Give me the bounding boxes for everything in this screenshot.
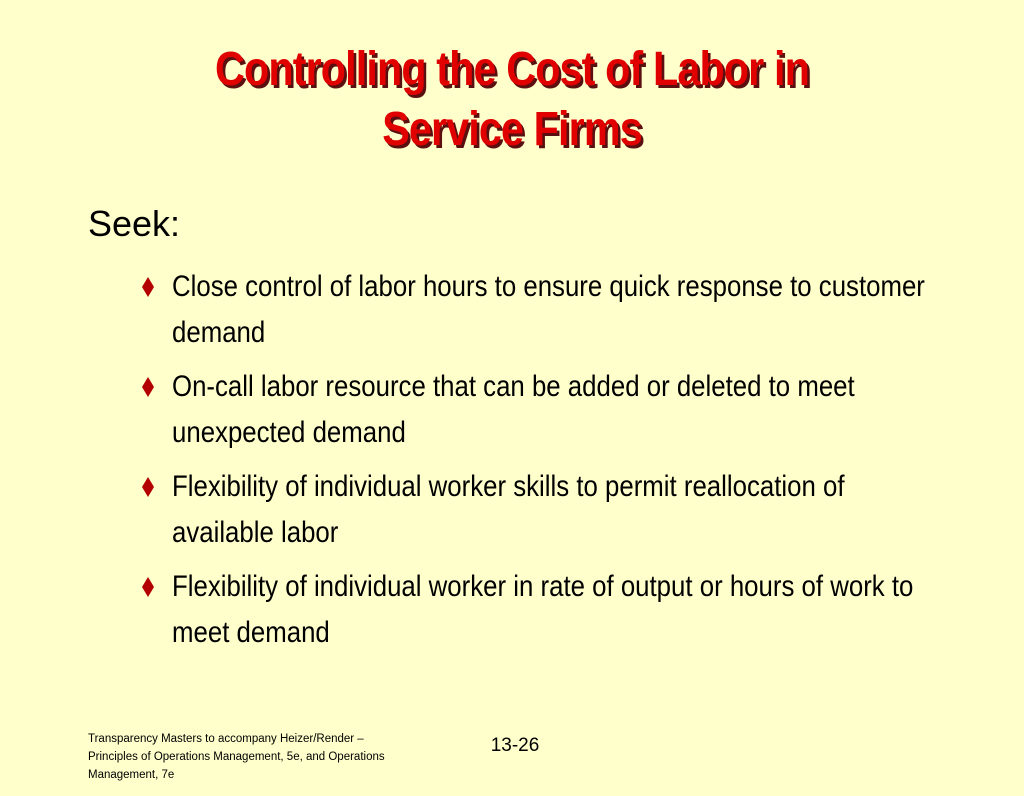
list-item xyxy=(140,364,940,456)
bullet-text: On-call labor resource that can be added or deleted to meet unexpected demand xyxy=(172,370,855,449)
list-item xyxy=(140,564,940,656)
diamond-icon xyxy=(142,477,154,497)
diamond-icon xyxy=(142,377,154,397)
diamond-icon xyxy=(142,577,154,597)
bullet-list xyxy=(140,264,940,664)
list-item xyxy=(140,464,940,556)
footer-credit: Transparency Masters to accompany Heizer/Render – Principles of Operations Management, 5e, and Operations Management, 7e xyxy=(88,733,385,781)
list-item xyxy=(140,264,940,356)
page-number: 13-26 xyxy=(490,735,540,756)
slide-title xyxy=(123,40,900,160)
diamond-icon xyxy=(142,277,154,297)
bullet-text: Flexibility of individual worker skills to permit reallocation of available labor xyxy=(172,470,845,549)
bullet-text: Flexibility of individual worker in rate of output or hours of work to meet demand xyxy=(172,570,914,649)
bullet-text: Close control of labor hours to ensure quick response to customer demand xyxy=(172,270,925,349)
title-line-2: Service Firms xyxy=(382,103,642,156)
title-line-1: Controlling the Cost of Labor in xyxy=(215,43,809,96)
section-heading: Seek: xyxy=(88,203,181,244)
